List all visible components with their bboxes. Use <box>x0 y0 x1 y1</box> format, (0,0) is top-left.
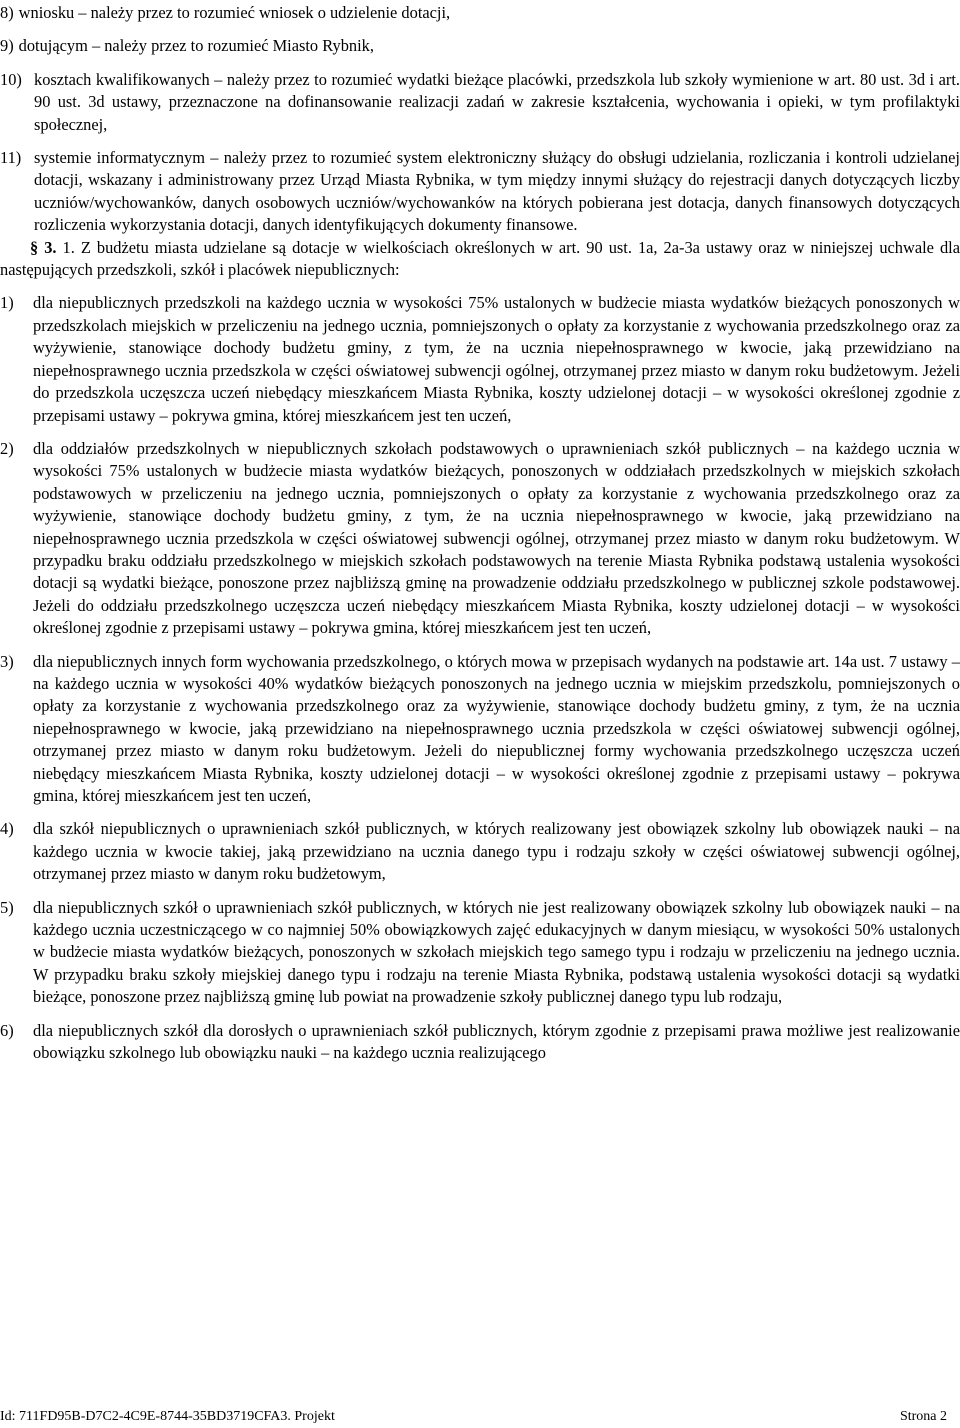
section-intro: 1. Z budżetu miasta udzielane są dotacje w wielkościach określonych w art. 90 ust. 1a, 2a-3a ustawy oraz w niniejszej uchwale dla następujących przedszkoli, szkół i placówek niepublicznych: <box>0 237 960 280</box>
list-text: dla niepublicznych szkół dla dorosłych o uprawnieniach szkół publicznych, którym zgodnie z przepisami prawa możliwe jest realizowanie obowiązku szkolnego lub obowiązku nauki – na każdego ucznia realizującego <box>33 1020 960 1063</box>
definition-item <box>0 69 960 136</box>
list-number: 1) <box>0 293 14 313</box>
definition-item <box>0 2 960 24</box>
list-text: dla niepublicznych szkół o uprawnieniach szkół publicznych, w których nie jest realizowany obowiązek szkolny lub obowiązek nauki – na każdego ucznia uczestniczącego w co najmniej 50% obowiązkowych zajęć edukacyjnych w danym miesiącu, w wysokości 50% ustalonych w budżecie miasta wydatków bieżących, ponoszonych w szkołach miejskich tego samego typu i rodzaju w przeliczeniu na jednego ucznia. W przypadku braku szkoły miejskiej danego typu i rodzaju na terenie Miasta Rybnika, podstawą ustalenia wysokości dotacji są wydatki bieżące, ponoszone przez najbliższą gminę lub powiat na prowadzenie szkoły publicznej danego typu lub rodzaju, <box>33 897 960 1007</box>
list-item <box>0 818 960 885</box>
definition-text: systemie informatycznym – należy przez to rozumieć system elektroniczny służący do obsługi udzielania, rozliczania i kontroli udzielanej dotacji, wskazany i administrowany przez Urząd Miasta Rybnika, w tym między innymi służący do rejestracji danych dotyczących liczby uczniów/wychowanków, danych osobowych uczniów/wychowanków na których pobierana jest dotacja, danych finansowych dotyczących rozliczenia wykorzystania dotacji, danych identyfikujących dokumenty finansowe. <box>34 148 960 235</box>
list-text: dla niepublicznych innych form wychowania przedszkolnego, o których mowa w przepisach wydanych na podstawie art. 14a ust. 7 ustawy – na każdego ucznia w wysokości 40% wydatków bieżących ponoszonych na jednego ucznia w miejskim przedszkolu, pomniejszonych o opłaty za korzystanie z wychowania przedszkolnego oraz za wyżywienie, stanowiące dochody budżetu gminy, z tym, że na ucznia niepełnosprawnego w kwocie, jaką przewidziano na niepełnosprawnego ucznia przedszkola w części oświatowej subwencji ogólnej, otrzymanej przez miasto w danym roku budżetowym. Jeżeli do niepublicznej formy wychowania przedszkolnego uczęszcza uczeń niebędący mieszkańcem Miasta Rybnika, koszty udzielonej dotacji – w wysokości określonej zgodnie z przepisami ustawy – pokrywa gmina, której mieszkańcem jest ten uczeń, <box>33 651 960 805</box>
list-number: 5) <box>0 897 14 917</box>
definition-text: dotującym – należy przez to rozumieć Miasto Rybnik, <box>18 36 374 56</box>
list-text: dla szkół niepublicznych o uprawnieniach szkół publicznych, w których realizowany jest obowiązek szkolny lub obowiązek nauki – na każdego ucznia w kwocie takiej, jaką przewidziano na ucznia danego typu i rodzaju szkoły w części oświatowej subwencji ogólnej, otrzymanej przez miasto w danym roku budżetowym, <box>33 819 960 884</box>
list-item <box>0 651 960 808</box>
definition-number: 10) <box>0 69 22 89</box>
definition-item <box>0 35 960 57</box>
definition-text: wniosku – należy przez to rozumieć wniosek o udzielenie dotacji, <box>18 3 451 22</box>
definition-number: 9) <box>0 36 14 56</box>
document-id: Id: 711FD95B-D7C2-4C9E-8744-35BD3719CFA3. Projekt <box>0 1409 335 1424</box>
document-body <box>0 2 960 1064</box>
definition-item <box>0 147 960 237</box>
definition-number: 11) <box>0 148 22 168</box>
definition-text: kosztach kwalifikowanych – należy przez to rozumieć wydatki bieżące placówki, przedszkola lub szkoły wymienione w art. 80 ust. 3d i art. 90 ust. 3d ustawy, przeznaczone na dofinansowanie realizacji zadań w zakresie kształcenia, wychowania i opieki, w tym profilaktyki społecznej, <box>34 69 960 134</box>
list-text: dla oddziałów przedszkolnych w niepublicznych szkołach podstawowych o uprawnieniach szkół publicznych – na każdego ucznia w wysokości 75% ustalonych w budżecie miasta wydatków bieżących, ponoszonych w oddziałach przedszkolnych w miejskich szkołach podstawowych w przeliczeniu na jednego ucznia, pomniejszonych o opłaty za korzystanie z wychowania przedszkolnego oraz za wyżywienie, stanowiące dochody budżetu gminy, z tym, że na ucznia niepełnosprawnego w kwocie, jaką przewidziano na niepełnosprawnego ucznia przedszkola w części oświatowej subwencji ogólnej, otrzymanej przez miasto w danym roku budżetowym. W przypadku braku oddziału przedszkolnego w miejskich szkołach podstawowych na terenie Miasta Rybnika podstawą ustalenia wysokości dotacji są wydatki bieżące, ponoszone przez najbliższą gminę na prowadzenie oddziału przedszkolnego w publicznej szkole podstawowej. Jeżeli do oddziału przedszkolnego uczęszcza uczeń niebędący mieszkańcem Miasta Rybnika, koszty udzielonej dotacji – w wysokości określonej zgodnie z przepisami ustawy – pokrywa gmina, której mieszkańcem jest ten uczeń, <box>33 438 960 638</box>
definition-number: 8) <box>0 3 14 22</box>
list-item <box>0 292 960 426</box>
list-number: 2) <box>0 438 14 458</box>
list-item <box>0 1020 960 1065</box>
page-number: Strona 2 <box>899 1409 947 1424</box>
list-number: 4) <box>0 819 14 839</box>
list-item <box>0 897 960 1009</box>
list-item <box>0 438 960 640</box>
list-text: dla niepublicznych przedszkoli na każdego ucznia w wysokości 75% ustalonych w budżecie miasta wydatków bieżących ponoszonych w przedszkolach miejskich w przeliczeniu na jednego ucznia, pomniejszonych o opłaty za korzystanie z wychowania przedszkolnego oraz za wyżywienie, stanowiące dochody budżetu gminy, z tym, że na ucznia niepełnosprawnego w kwocie, jaką przewidziano na niepełnosprawnego ucznia przedszkola w części oświatowej subwencji ogólnej, otrzymanej przez miasto w danym roku budżetowym. Jeżeli do przedszkola uczęszcza uczeń niebędący mieszkańcem Miasta Rybnika, koszty udzielonej dotacji – w wysokości określonej zgodnie z przepisami ustawy – pokrywa gmina, której mieszkańcem jest ten uczeń, <box>33 293 960 425</box>
section-mark: § 3. <box>30 237 57 257</box>
section-paragraph <box>0 237 960 282</box>
list-number: 3) <box>0 651 14 671</box>
list-number: 6) <box>0 1020 14 1040</box>
